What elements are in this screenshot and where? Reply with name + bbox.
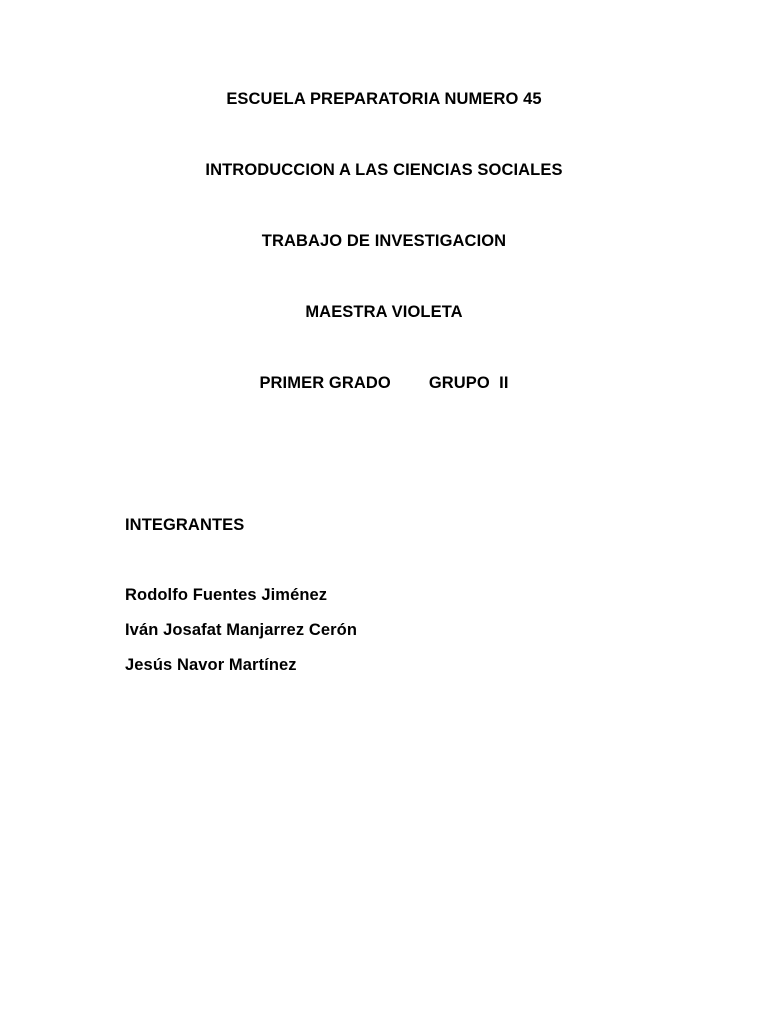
member-name: Jesús Navor Martínez [125,656,297,674]
grade-group-row [0,373,768,393]
member-name: Rodolfo Fuentes Jiménez [125,586,328,604]
group-label: GRUPO II [428,374,509,392]
grade-label: PRIMER GRADO [259,374,391,392]
work-type: TRABAJO DE INVESTIGACION [261,232,507,250]
school-name: ESCUELA PREPARATORIA NUMERO 45 [226,90,542,108]
subject-title: INTRODUCCION A LAS CIENCIAS SOCIALES [205,161,563,179]
teacher-name: MAESTRA VIOLETA [305,303,463,321]
members-heading: INTEGRANTES [125,516,245,534]
member-name: Iván Josafat Manjarrez Cerón [125,621,358,639]
